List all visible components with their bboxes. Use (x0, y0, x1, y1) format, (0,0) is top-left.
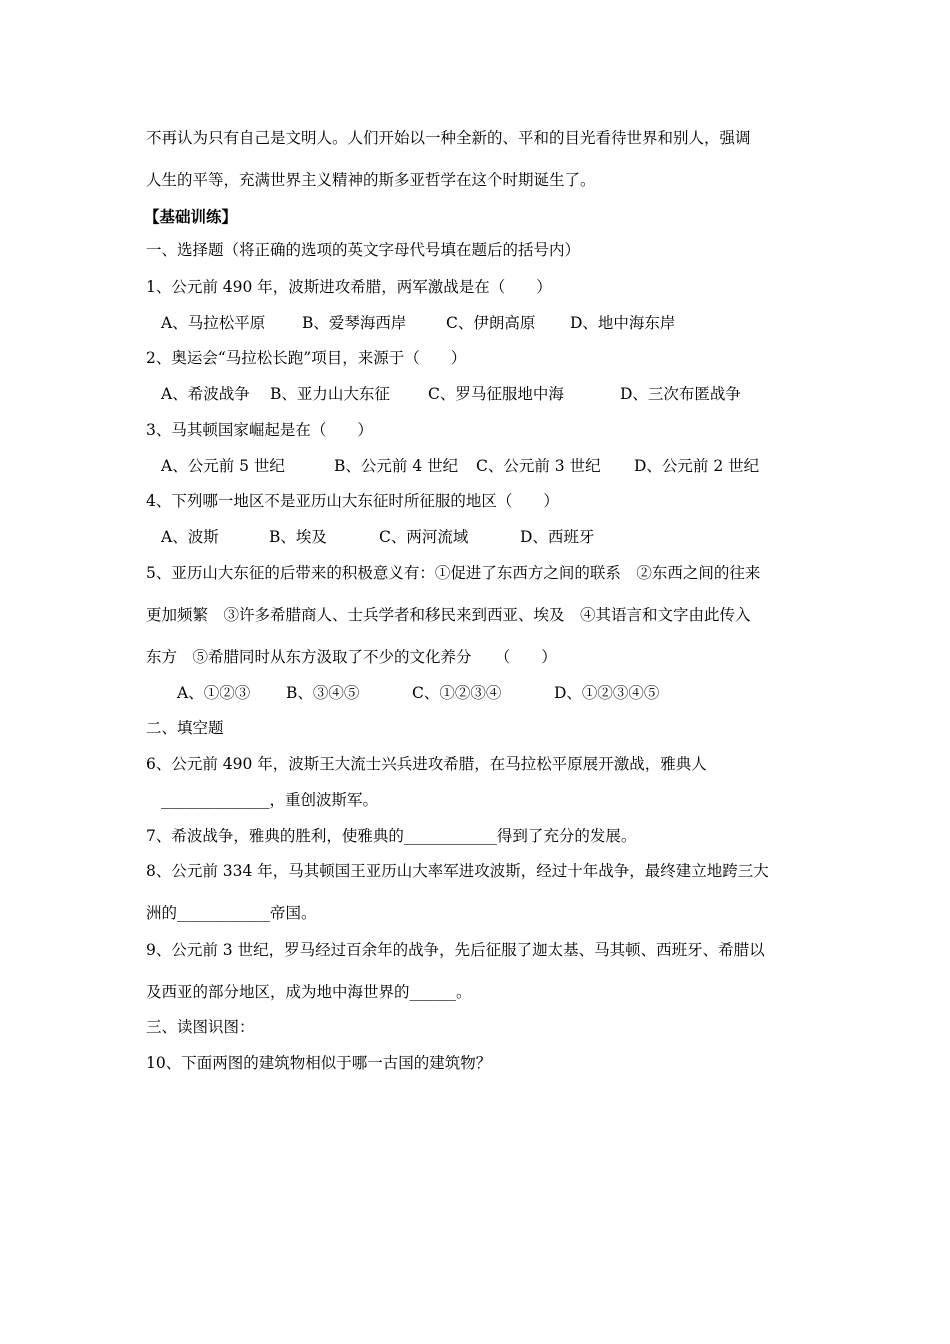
question-5-option-d: D、①②③④⑤ (554, 684, 660, 702)
question-2-option-b: B、亚力山大东征 (270, 385, 390, 403)
question-2-stem: 2、奥运会“马拉松长跑”项目，来源于（ ） (146, 349, 467, 367)
question-3-option-a: A、公元前 5 世纪 (161, 457, 285, 475)
question-4-stem: 4、下列哪一地区不是亚历山大东征时所征服的地区（ ） (146, 492, 559, 510)
section-title: 【基础训练】 (144, 207, 238, 226)
question-5-line-2: 更加频繁 ③许多希腊商人、士兵学者和移民来到西亚、埃及 ④其语言和文字由此传入 (146, 606, 751, 624)
question-3-option-c: C、公元前 3 世纪 (476, 457, 601, 475)
intro-line-1: 不再认为只有自己是文明人。人们开始以一种全新的、平和的目光看待世界和别人，强调 (146, 129, 751, 147)
question-4-option-d: D、西班牙 (520, 528, 595, 546)
question-1-option-d: D、地中海东岸 (570, 314, 676, 332)
question-8-line-1: 8、公元前 334 年，马其顿国王亚历山大率军进攻波斯，经过十年战争，最终建立地跨三大 (146, 862, 769, 880)
question-8-line-2: 洲的____________帝国。 (146, 904, 317, 922)
intro-line-2: 人生的平等，充满世界主义精神的斯多亚哲学在这个时期诞生了。 (146, 171, 596, 189)
part2-heading: 二、填空题 (146, 719, 224, 737)
question-5-option-c: C、①②③④ (412, 684, 502, 702)
question-5-line-3: 东方 ⑤希腊同时从东方汲取了不少的文化养分 （ ） (146, 648, 557, 666)
question-6-line-2: ______________，重创波斯军。 (161, 791, 379, 809)
question-1-option-b: B、爱琴海西岸 (302, 314, 407, 332)
question-2-option-a: A、希波战争 (161, 385, 250, 403)
question-5-line-1: 5、亚历山大东征的后带来的积极意义有：①促进了东西方之间的联系 ②东西之间的往来 (146, 564, 761, 582)
question-5-option-a: A、①②③ (177, 684, 251, 702)
question-1-option-c: C、伊朗高原 (446, 314, 536, 332)
question-2-option-d: D、三次布匿战争 (620, 385, 741, 403)
question-4-option-c: C、两河流域 (379, 528, 469, 546)
question-10: 10、下面两图的建筑物相似于哪一古国的建筑物？ (146, 1054, 492, 1072)
question-3-stem: 3、马其顿国家崛起是在（ ） (146, 421, 373, 439)
question-7: 7、希波战争，雅典的胜利，使雅典的____________得到了充分的发展。 (146, 827, 637, 845)
question-9-line-1: 9、公元前 3 世纪，罗马经过百余年的战争，先后征服了迦太基、马其顿、西班牙、希腊以 (146, 941, 765, 959)
question-4-option-a: A、波斯 (161, 528, 219, 546)
question-3-option-b: B、公元前 4 世纪 (334, 457, 459, 475)
question-1-option-a: A、马拉松平原 (161, 314, 266, 332)
question-1-stem: 1、公元前 490 年，波斯进攻希腊，两军激战是在（ ） (146, 278, 552, 296)
question-4-option-b: B、埃及 (269, 528, 327, 546)
part3-heading: 三、读图识图： (146, 1018, 255, 1036)
question-2-option-c: C、罗马征服地中海 (428, 385, 564, 403)
question-5-option-b: B、③④⑤ (286, 684, 360, 702)
question-6-line-1: 6、公元前 490 年，波斯王大流士兴兵进攻希腊，在马拉松平原展开激战，雅典人 (146, 755, 707, 773)
question-3-option-d: D、公元前 2 世纪 (634, 457, 760, 475)
question-9-line-2: 及西亚的部分地区，成为地中海世界的______。 (146, 983, 472, 1001)
part1-heading: 一、选择题（将正确的选项的英文字母代号填在题后的括号内） (146, 241, 581, 259)
